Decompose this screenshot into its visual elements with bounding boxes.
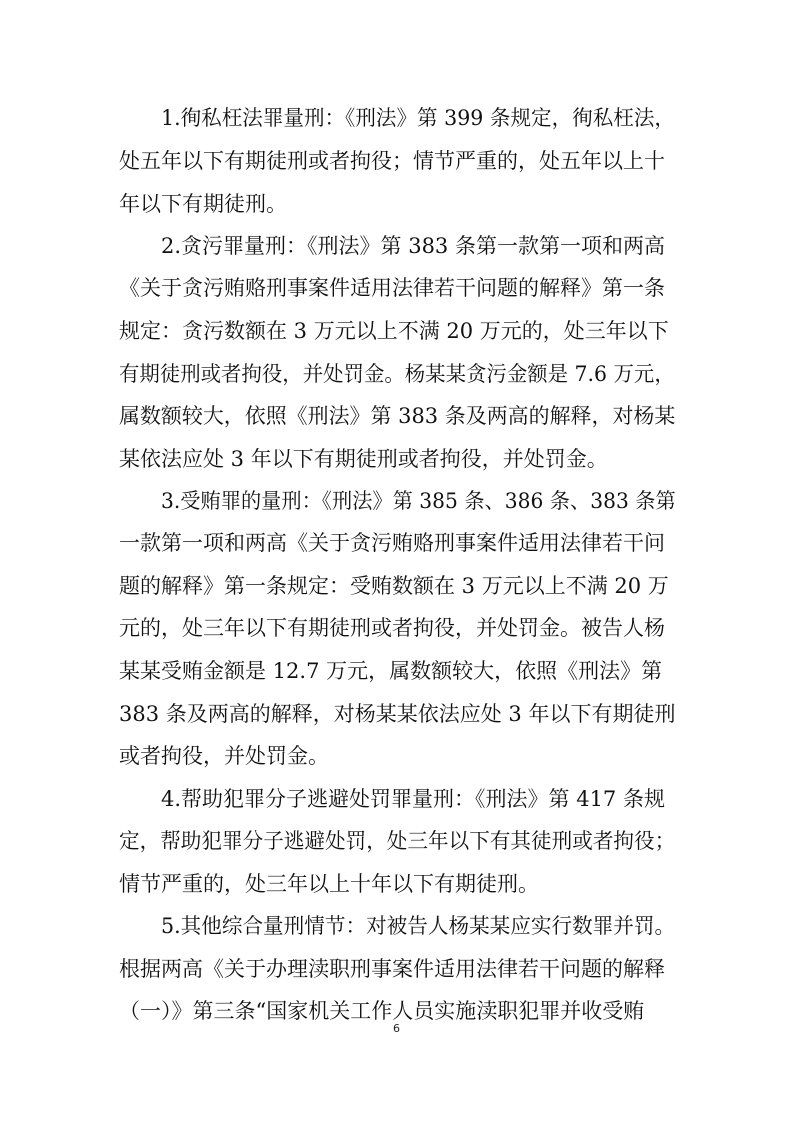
text-line: 《关于贪污贿赂刑事案件适用法律若干问题的解释》第一条: [119, 276, 665, 300]
text-line: 有期徒刑或者拘役，并处罚金。杨某某贪污金额是 7.6 万元，: [119, 362, 675, 386]
text-line: 5.其他综合量刑情节：对被告人杨某某应实行数罪并罚。: [161, 914, 676, 938]
text-line: 年以下有期徒刑。: [119, 192, 287, 216]
text-line: 定，帮助犯罪分子逃避处罚，处三年以下有其徒刑或者拘役；: [119, 829, 676, 853]
text-line: 一款第一项和两高《关于贪污贿赂刑事案件适用法律若干问: [119, 531, 665, 555]
text-line: 某依法应处 3 年以下有期徒刑或者拘役，并处罚金。: [119, 447, 608, 471]
text-line: 元的，处三年以下有期徒刑或者拘役，并处罚金。被告人杨: [119, 616, 665, 640]
text-line: 4.帮助犯罪分子逃避处罚罪量刑：《刑法》第 417 条规: [161, 787, 665, 811]
text-line: 383 条及两高的解释，对杨某某依法应处 3 年以下有期徒刑: [119, 702, 676, 726]
text-line: 题的解释》第一条规定：受贿数额在 3 万元以上不满 20 万: [119, 574, 669, 598]
text-line: 2.贪污罪量刑：《刑法》第 383 条第一款第一项和两高: [161, 234, 665, 258]
text-line: 规定：贪污数额在 3 万元以上不满 20 万元的，处三年以下: [119, 319, 669, 343]
text-line: 1.徇私枉法罪量刑：《刑法》第 399 条规定，徇私枉法，: [161, 106, 675, 130]
text-line: 或者拘役，并处罚金。: [119, 744, 329, 768]
text-line: 根据两高《关于办理渎职刑事案件适用法律若干问题的解释: [119, 957, 665, 981]
text-line: 某某受贿金额是 12.7 万元，属数额较大，依照《刑法》第: [119, 659, 663, 683]
text-line: 处五年以下有期徒刑或者拘役；情节严重的，处五年以上十: [119, 149, 665, 173]
text-line: 情节严重的，处三年以上十年以下有期徒刑。: [119, 872, 539, 896]
text-line: 属数额较大，依照《刑法》第 383 条及两高的解释，对杨某: [119, 404, 676, 428]
text-line: 3.受贿罪的量刑：《刑法》第 385 条、386 条、383 条第: [161, 489, 676, 513]
page-number: 6: [393, 1022, 400, 1035]
text-line: （一）》第三条“国家机关工作人员实施渎职犯罪并收受贿: [119, 999, 645, 1023]
